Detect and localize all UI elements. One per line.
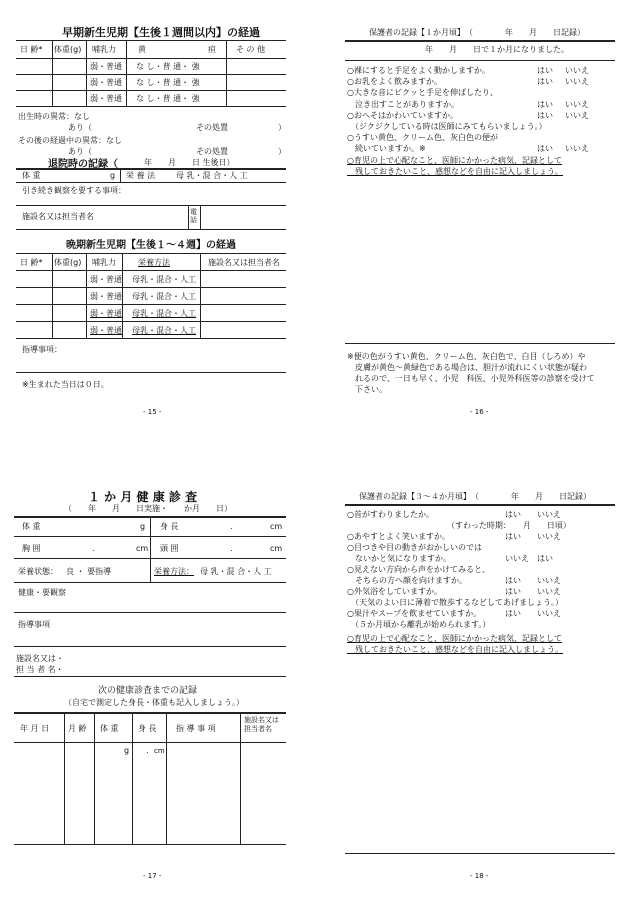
p16-answer-a[interactable]: はい — [537, 99, 553, 109]
p16-question: ○うすい黄色、クリーム色、灰白色の便が — [347, 133, 498, 143]
p17-nutrition-state-opts: 良 ・ 要指導 — [66, 567, 112, 576]
p16-answer-a[interactable]: はい — [537, 77, 553, 87]
p17-weight: 体 重 — [22, 522, 41, 531]
p17-health: 健康・要観察 — [18, 588, 66, 597]
p16-question: 続いていますか。※ — [347, 144, 426, 154]
p16-question: （ジクジクしている時は医師にみてもらいましょう。） — [347, 122, 547, 131]
p17-height: 身 長 — [160, 522, 179, 531]
p16-question: ○おへそはかわいていますか。 — [347, 110, 458, 120]
p18-answer-a[interactable]: はい — [505, 609, 521, 618]
p17-title: １ か 月 健 康 診 査 — [88, 490, 198, 504]
p15-r3-jaundice: な し・普 通・ 強 — [136, 94, 200, 103]
p15-nutrition-opts: 母 乳・混 合・人 工 — [176, 171, 248, 180]
p15-lr1-feed: 弱・普通 — [90, 275, 122, 284]
p17-h-age: 月 齢 — [68, 724, 87, 733]
p17-page-number: - 17 - — [143, 872, 162, 880]
p18-answer-b[interactable]: いいえ — [537, 576, 561, 585]
p17-chest-dot: . — [92, 544, 95, 553]
p16-header: 保護者の記録【１か月頃】 （ 年 月 日記録） — [369, 28, 585, 37]
p17-facility: 施設名又は・ — [16, 654, 64, 663]
p16-question: ○大きな音にビクッと手足を伸ばしたり、 — [347, 88, 498, 98]
p18-question: ○あやすとよく笑いますか。 — [347, 532, 450, 541]
p17-head-cm: cm — [270, 544, 283, 553]
page-17 — [0, 458, 315, 916]
p15-r1-jaundice: な し・普 通・ 強 — [136, 62, 200, 71]
p16-answer-b[interactable]: いいえ — [565, 99, 589, 109]
p15-weight-g: g — [110, 171, 116, 180]
p15-phone: 電話 — [190, 208, 197, 224]
p15-late-title: 晩期新生児期【生後１～４週】の経過 — [66, 240, 236, 251]
page-15 — [0, 0, 315, 458]
p16-note-1: ※便の色がうすい黄色、クリーム色、灰白色で、白目（しろめ）や — [347, 352, 586, 361]
p16-answer-b[interactable]: いいえ — [565, 110, 589, 120]
p15-note: ※生まれた当日は０日。 — [22, 380, 109, 389]
p15-course-abn: その後の経過中の異常：なし — [18, 136, 122, 145]
p18-answer-a[interactable]: はい — [505, 532, 521, 541]
p15-lr2-feed: 弱・普通 — [90, 292, 122, 301]
p17-weight-g: g — [140, 522, 146, 531]
p15-facility: 施設名又は担当者名 — [22, 212, 94, 221]
p17-head: 頭 囲 — [160, 544, 179, 553]
p15-h-age: 日 齢* — [20, 45, 43, 54]
p15-lr3-feed: 弱・普通 — [90, 309, 122, 318]
p18-question: ○目つきや目の動きがおかしいのでは — [347, 543, 482, 552]
p15-discharge-title: 退院時の記録（ — [48, 159, 118, 170]
p15-lr3-method: 母乳・混合・人工 — [132, 309, 196, 318]
p18-page-number: - 18 - — [470, 872, 489, 880]
p15-followup: 引き続き観察を要する事項： — [22, 186, 126, 195]
p18-question: （５か月頃から離乳が始められます。） — [347, 620, 491, 629]
p15-course-close: ） — [278, 147, 286, 156]
p16-answer-b[interactable]: いいえ — [565, 66, 589, 75]
p17-nutrition-method: 栄養方法： — [154, 567, 194, 576]
p16-question: ○裸にすると手足をよく動かしますか。 — [347, 66, 490, 75]
p16-answer-a[interactable]: はい — [537, 66, 553, 75]
p15-guidance: 指導事項： — [22, 345, 62, 354]
p18-question: （天気のよい日に薄着で散歩するなどしてあげましょう。） — [347, 598, 563, 607]
p17-doctor: 担 当 者 名・ — [16, 665, 64, 674]
p17-chest: 胸 囲 — [22, 544, 41, 553]
p15-lh-age: 日 齢* — [20, 258, 43, 267]
p15-lr2-method: 母乳・混合・人工 — [132, 292, 196, 301]
p16-answer-b[interactable]: いいえ — [565, 144, 589, 154]
p18-answer-b[interactable]: いいえ — [537, 609, 561, 618]
p18-answer-a[interactable]: はい — [505, 587, 521, 596]
p15-h-jaundice2: 疸 — [208, 45, 216, 54]
p15-page-number: - 15 - — [143, 408, 162, 416]
p17-height-dot: . — [230, 522, 233, 531]
p18-header: 保護者の記録【３～４か月頃】 （ 年 月 日記録） — [359, 492, 591, 501]
p18-question: ○外気浴をしていますか。 — [347, 587, 442, 596]
p15-lh-method: 栄養方法 — [138, 258, 170, 267]
p15-weight: 体 重 — [22, 171, 41, 180]
p17-nutrition-state: 栄養状態： — [18, 567, 58, 576]
p15-birth-close: ） — [278, 123, 286, 132]
p18-free2: 残しておきたいこと、感想などを自由に記入しましょう。 — [347, 645, 563, 654]
p15-r2-feed: 弱・普通 — [90, 78, 122, 87]
p18-answer-a[interactable]: いいえ — [505, 554, 529, 563]
p17-h-facility: 施設名又は担当者名 — [244, 716, 279, 733]
p15-title: 早期新生児期【生後１週間以内】の経過 — [62, 26, 260, 39]
p17-guidance: 指導事項 — [18, 620, 50, 629]
p18-question: ○首がすわりましたか。 — [347, 510, 434, 519]
p16-note-3: れるので、一日も早く、小児 科医、小児外科医等の診察を受けて — [347, 374, 595, 383]
p15-lr1-method: 母乳・混合・人工 — [132, 275, 196, 284]
p15-h-feed: 哺乳力 — [92, 45, 116, 54]
p18-answer-a[interactable]: はい — [505, 510, 521, 519]
p16-answer-a[interactable]: はい — [537, 144, 553, 154]
p17-unit-g: g — [124, 746, 130, 755]
p18-free1: ○育児の上で心配なこと、医師にかかった病気、記録として — [347, 634, 562, 643]
p17-h-weight: 体 重 — [100, 724, 119, 733]
p17-h-guidance: 指 導 事 項 — [176, 724, 216, 733]
p18-question: ○果汁やスープを飲ませていますか。 — [347, 609, 482, 618]
p17-chest-cm: cm — [136, 544, 149, 553]
p15-course-abn2: あり（ — [68, 147, 92, 156]
p16-answer-b[interactable]: いいえ — [565, 77, 589, 87]
p15-course-abn3: その処置 — [196, 147, 228, 156]
p17-next-sub: （自宅で測定した身長・体重も記入しましょう。） — [64, 698, 244, 707]
p16-free1: ○育児の上で心配なこと、医師にかかった病気、記録として — [347, 156, 562, 165]
p17-date: （ 年 月 日実施・ か月 日） — [64, 504, 232, 513]
p15-birth-abn: 出生時の異常：なし — [18, 112, 90, 121]
p17-next-title: 次の健康診査までの記録 — [98, 686, 198, 696]
p16-note-4: 下さい。 — [347, 385, 387, 394]
p15-lh-weight: 体重(g) — [54, 258, 82, 267]
p18-answer-b[interactable]: いいえ — [537, 587, 561, 596]
p18-question: ないかと気になりますか。 — [347, 554, 451, 563]
p18-question: （すわった時期： 月 日頃） — [347, 521, 571, 530]
p17-unit-dot: . — [146, 746, 149, 755]
p15-r1-feed: 弱・普通 — [90, 62, 122, 71]
p16-note-2: 皮膚が黄色～黄緑色である場合は、胆汁が流れにくい状態が疑わ — [347, 363, 587, 372]
p17-head-dot: . — [230, 544, 233, 553]
p18-answer-b[interactable]: いいえ — [537, 510, 561, 519]
page-16 — [315, 0, 630, 458]
p15-h-jaundice1: 黄 — [138, 45, 146, 54]
p15-birth-abn3: その処置 — [196, 123, 228, 132]
p18-question: そちらの方へ顔を向けますか。 — [347, 576, 467, 585]
p17-nutrition-method-opts: 母 乳・混 合・人 工 — [200, 567, 272, 576]
p15-discharge-date: 年 月 日 生後日） — [144, 158, 235, 167]
p17-unit-cm: cm — [154, 747, 165, 755]
p15-h-other: そ の 他 — [236, 45, 266, 54]
p17-h-height: 身 長 — [138, 724, 157, 733]
p18-answer-b[interactable]: いいえ — [537, 532, 561, 541]
p15-lr4-feed: 弱・普通 — [90, 326, 122, 335]
p16-question: ○お乳をよく飲みますか。 — [347, 77, 442, 87]
p15-birth-abn2: あり（ — [68, 123, 92, 132]
p16-answer-a[interactable]: はい — [537, 110, 553, 120]
p18-question: ○見えない方向から声をかけてみると、 — [347, 565, 490, 574]
p16-question: 泣き出すことがありますか。 — [347, 99, 459, 109]
p16-page-number: - 16 - — [470, 408, 489, 416]
p16-free2: 残しておきたいこと、感想などを自由に記入しましょう。 — [347, 167, 563, 176]
p15-r3-feed: 弱・普通 — [90, 94, 122, 103]
page-18 — [315, 458, 630, 916]
p16-subtitle: 年 月 日で１か月になりました。 — [425, 45, 569, 54]
p18-answer-b[interactable]: はい — [537, 554, 553, 563]
p17-h-date: 年 月 日 — [20, 724, 50, 733]
p15-lr4-method: 母乳・混合・人工 — [132, 326, 196, 335]
p15-r2-jaundice: な し・普 通・ 強 — [136, 78, 200, 87]
p15-lh-feed: 哺乳力 — [92, 258, 116, 267]
p17-height-cm: cm — [270, 522, 283, 531]
p15-lh-facility: 施設名又は担当者名 — [208, 258, 280, 267]
p15-nutrition: 栄 養 法 — [126, 171, 156, 180]
p15-h-weight: 体重(g) — [54, 45, 82, 54]
p18-answer-a[interactable]: はい — [505, 576, 521, 585]
